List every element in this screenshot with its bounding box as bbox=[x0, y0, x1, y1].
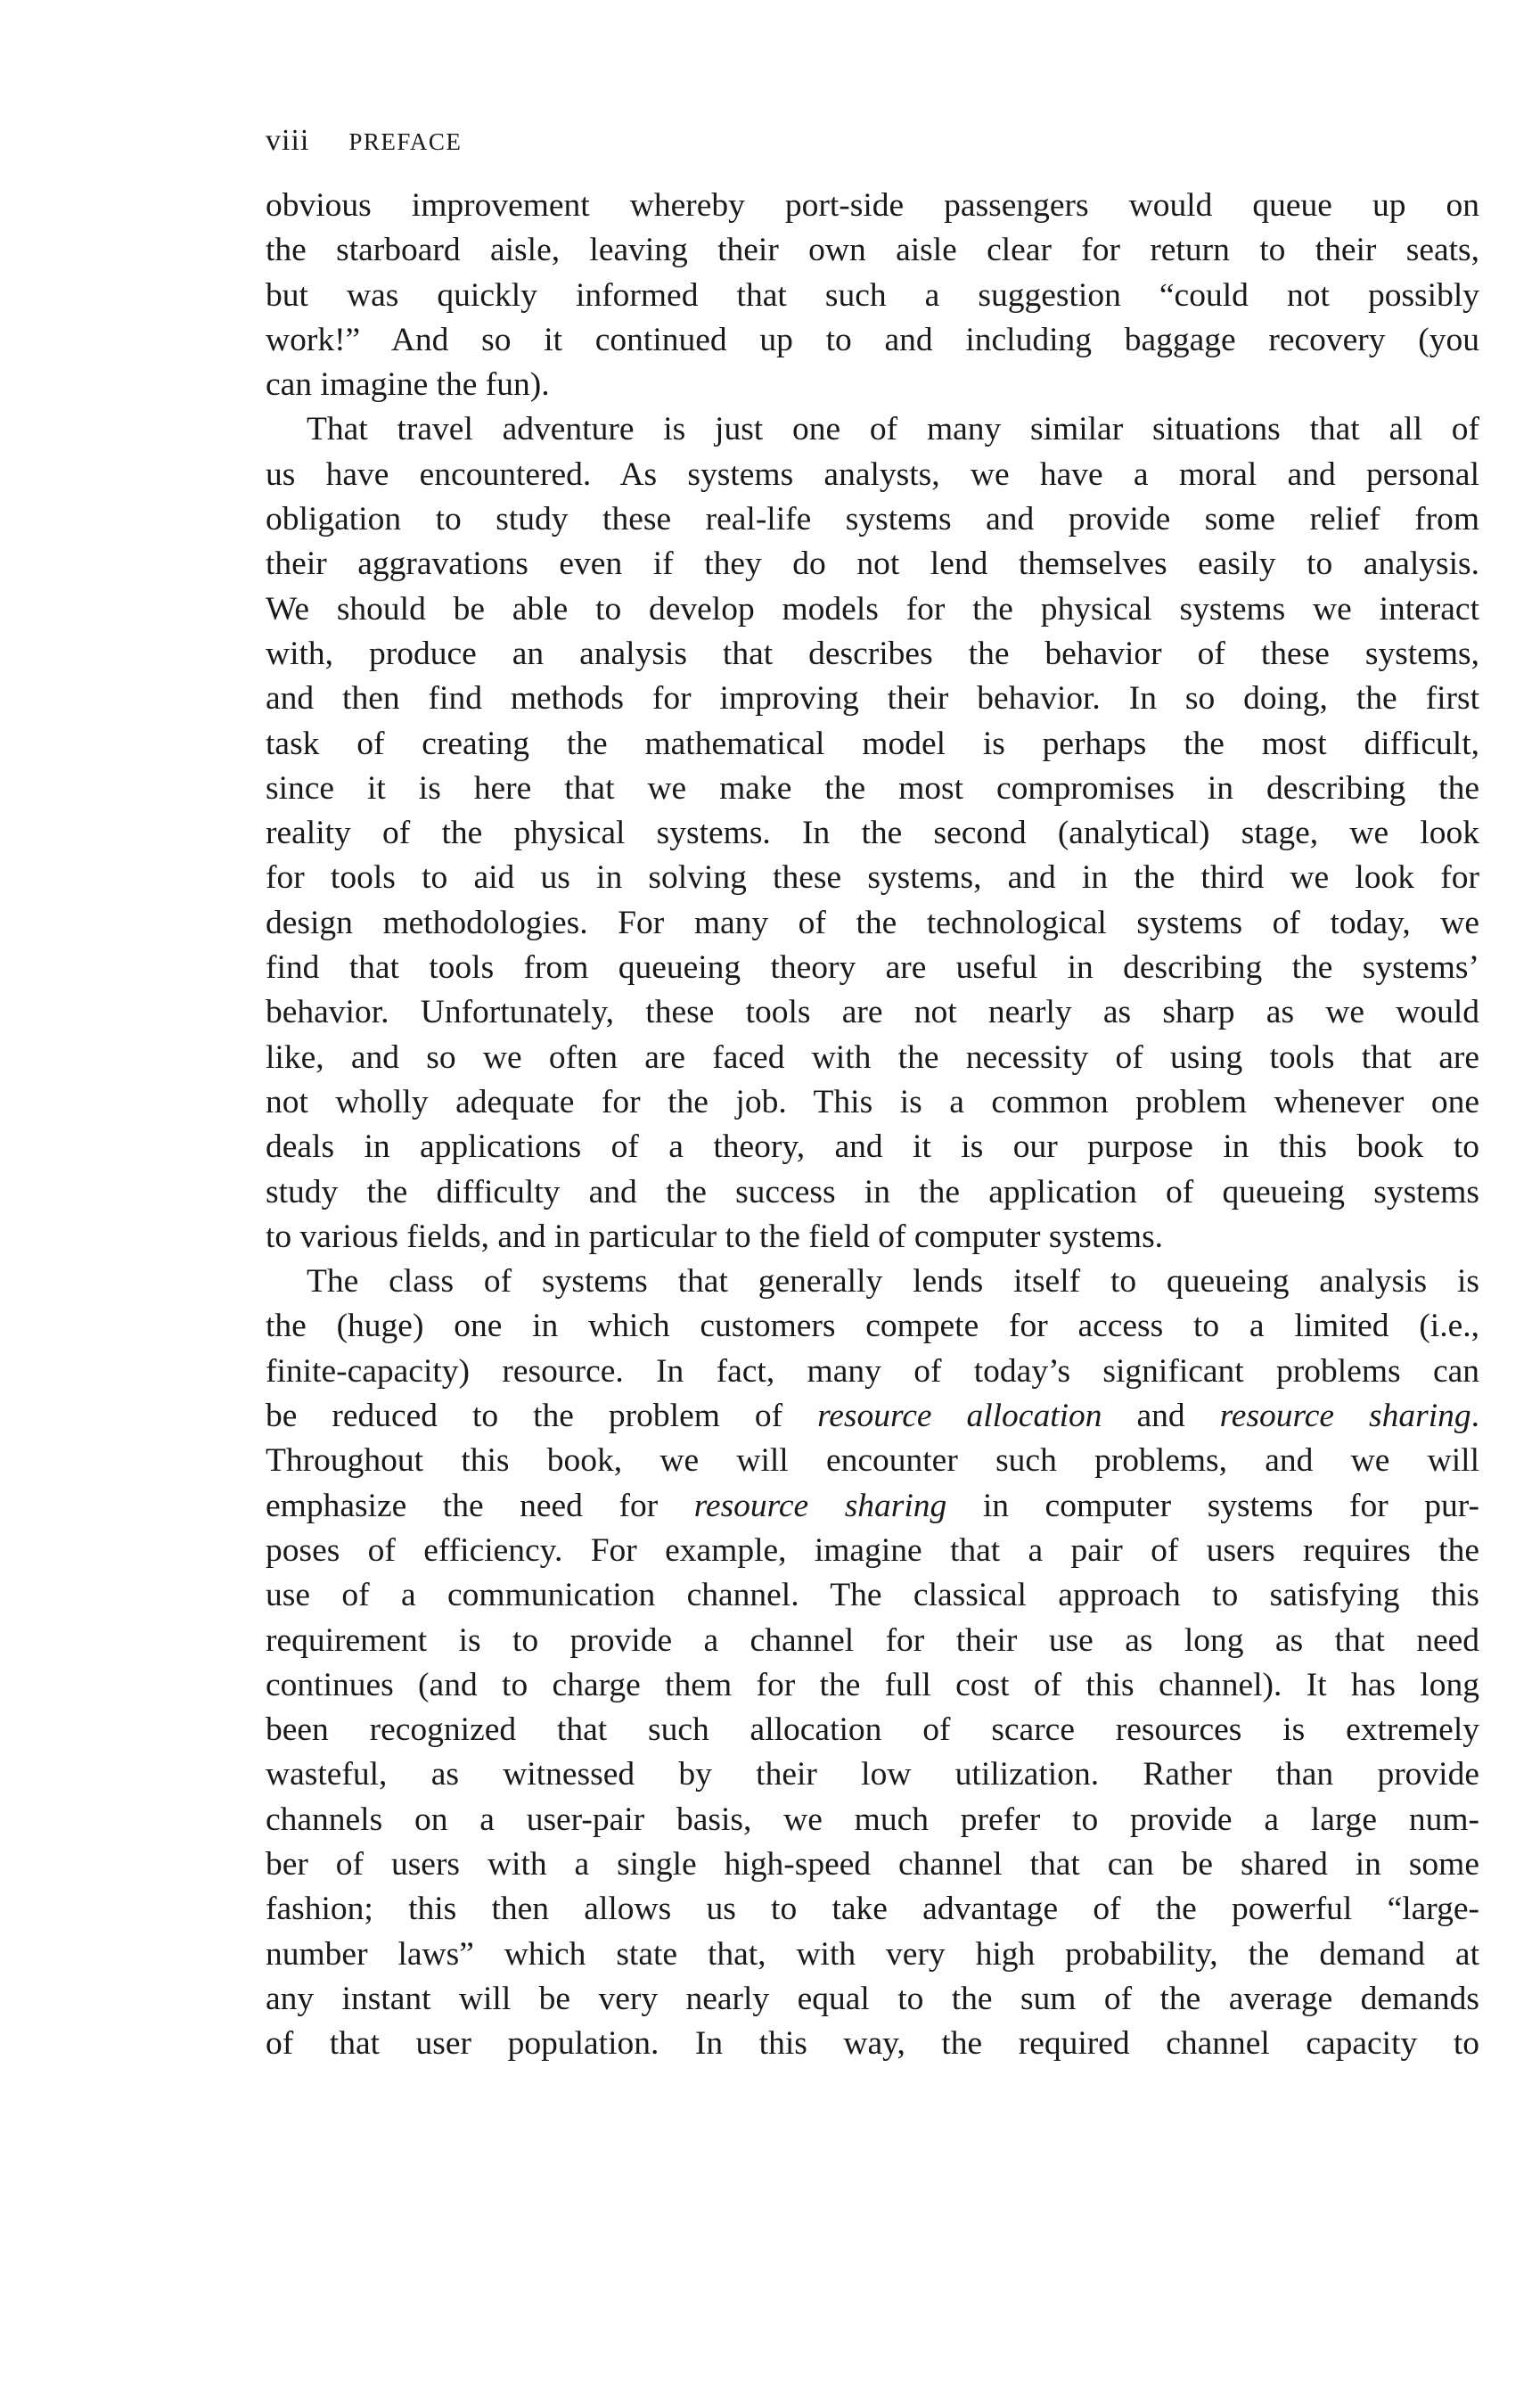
running-head bbox=[266, 121, 462, 160]
body-text bbox=[266, 184, 1479, 2066]
emphasis: resource sharing bbox=[1219, 1398, 1471, 1435]
text-line: design methodologies. For many of the technological systems of today, we bbox=[266, 904, 1479, 941]
text-line: deals in applications of a theory, and it is our purpose in this book to bbox=[266, 1128, 1479, 1166]
text-line: number laws” which state that, with very high probability, the demand at bbox=[266, 1935, 1479, 1973]
text-line: wasteful, as witnessed by their low utilization. Rather than provide bbox=[266, 1756, 1479, 1793]
text-line: for tools to aid us in solving these systems, and in the third we look for bbox=[266, 859, 1479, 897]
text-line: That travel adventure is just one of many similar situations that all of bbox=[307, 411, 1479, 448]
text-line: channels on a user-pair basis, we much prefer to provide a large num- bbox=[266, 1801, 1479, 1838]
text-line: The class of systems that generally lends itself to queueing analysis is bbox=[307, 1263, 1479, 1301]
text-line: can imagine the fun). bbox=[266, 366, 550, 404]
text-line: been recognized that such allocation of scarce resources is extremely bbox=[266, 1711, 1479, 1749]
text-line: of that user population. In this way, the required channel capacity to bbox=[266, 2025, 1479, 2063]
text-line: emphasize the need for resource sharing in computer systems for pur- bbox=[266, 1487, 1479, 1524]
text-line: any instant will be very nearly equal to the sum of the average demands bbox=[266, 1980, 1479, 2017]
text-line: but was quickly informed that such a suggestion “could not possibly bbox=[266, 276, 1479, 314]
text-line: requirement is to provide a channel for their use as long as that need bbox=[266, 1621, 1479, 1659]
text-line: since it is here that we make the most compromises in describing the bbox=[266, 769, 1479, 807]
text-line: We should be able to develop models for the physical systems we interact bbox=[266, 590, 1479, 628]
text-line: the (huge) one in which customers compete for access to a limited (i.e., bbox=[266, 1308, 1479, 1345]
text-line: us have encountered. As systems analysts, we have a moral and personal bbox=[266, 455, 1479, 493]
emphasis: resource allocation bbox=[817, 1398, 1102, 1435]
text-line: with, produce an analysis that describes the behavior of these systems, bbox=[266, 635, 1479, 672]
text-line: like, and so we often are faced with the necessity of using tools that are bbox=[266, 1038, 1479, 1076]
text-line: behavior. Unfortunately, these tools are not nearly as sharp as we would bbox=[266, 994, 1479, 1031]
text-line: obligation to study these real-life systems and provide some relief from bbox=[266, 501, 1479, 538]
text-line: not wholly adequate for the job. This is a common problem whenever one bbox=[266, 1083, 1479, 1120]
text-line: Throughout this book, we will encounter such problems, and we will bbox=[266, 1442, 1479, 1480]
text-line: study the difficulty and the success in the application of queueing systems bbox=[266, 1173, 1479, 1210]
emphasis: resource sharing bbox=[693, 1487, 947, 1524]
text-line: and then find methods for improving their behavior. In so doing, the first bbox=[266, 680, 1479, 718]
text-line: reality of the physical systems. In the second (analytical) stage, we look bbox=[266, 815, 1479, 852]
page-number: viii bbox=[266, 124, 310, 157]
text-line: find that tools from queueing theory are useful in describing the systems’ bbox=[266, 949, 1479, 987]
text-line: continues (and to charge them for the full cost of this channel). It has long bbox=[266, 1666, 1479, 1703]
text-line: task of creating the mathematical model is perhaps the most difficult, bbox=[266, 725, 1479, 762]
section-title: PREFACE bbox=[348, 128, 463, 155]
text-line: use of a communication channel. The classical approach to satisfying this bbox=[266, 1577, 1479, 1614]
text-line: fashion; this then allows us to take advantage of the powerful “large- bbox=[266, 1891, 1479, 1928]
text-line: ber of users with a single high-speed channel that can be shared in some bbox=[266, 1845, 1479, 1883]
text-line: obvious improvement whereby port-side passengers would queue up on bbox=[266, 187, 1479, 224]
text-line: their aggravations even if they do not lend themselves easily to analysis. bbox=[266, 546, 1479, 583]
text-line: poses of efficiency. For example, imagine that a pair of users requires the bbox=[266, 1531, 1479, 1569]
text-line: work!” And so it continued up to and including baggage recovery (you bbox=[266, 321, 1479, 358]
text-line: the starboard aisle, leaving their own aisle clear for return to their seats, bbox=[266, 232, 1479, 269]
text-line: finite-capacity) resource. In fact, many of today’s significant problems can bbox=[266, 1352, 1479, 1390]
text-line: to various fields, and in particular to the field of computer systems. bbox=[266, 1218, 1164, 1255]
text-line: be reduced to the problem of resource allocation and resource sharing. bbox=[266, 1398, 1479, 1435]
